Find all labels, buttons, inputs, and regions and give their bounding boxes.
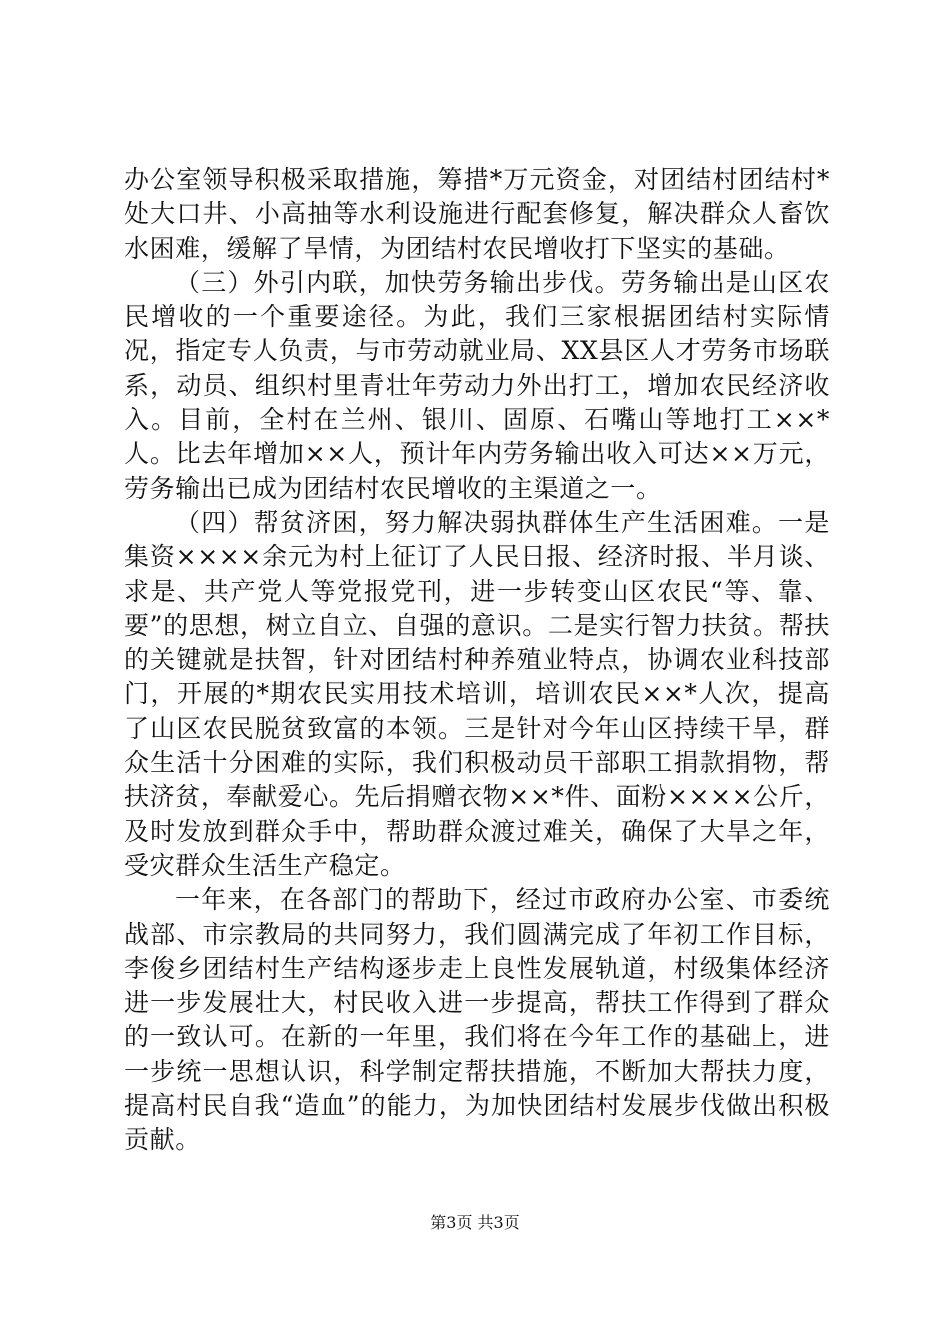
paragraph-section-3: （三）外引内联，加快劳务输出步伐。劳务输出是山区农民增收的一个重要途径。为此，我们三家根据团结村实际情况，指定专人负责，与市劳动就业局、XX县区人才劳务市场联系，动员、组织村里青壮年劳动力外出打工，增加农民经济收入。目前，全村在兰州、银川、固原、石嘴山等地打工××*人。比去年增加××人，预计年内劳务输出收入可达××万元，劳务输出已成为团结村农民增收的主渠道之一。	[124, 267, 830, 503]
paragraph-continued: 办公室领导积极采取措施，筹措*万元资金，对团结村团结村*处大口井、小高抽等水利设施进行配套修复，解决群众人畜饮水困难，缓解了旱情，为团结村农民增收打下坚实的基础。	[124, 165, 830, 263]
page-footer: 第3页 共3页	[430, 1213, 520, 1232]
paragraph-section-4: （四）帮贫济困，努力解决弱执群体生产生活困难。一是集资××××余元为村上征订了人民日报、经济时报、半月谈、求是、共产党人等党报党刊，进一步转变山区农民“等、靠、要”的思想，树立自立、自强的意识。二是实行智力扶贫。帮扶的关键就是扶智，针对团结村种养殖业特点，协调农业科技部门，开展的*期农民实用技术培训，培训农民××*人次，提高了山区农民脱贫致富的本领。三是针对今年山区持续干旱，群众生活十分困难的实际，我们积极动员干部职工捐款捐物，帮扶济贫，奉献爱心。先后捐赠衣物××*件、面粉××××公斤，及时发放到群众手中，帮助群众渡过难关，确保了大旱之年，受灾群众生活生产稳定。	[124, 507, 830, 880]
paragraph-summary: 一年来，在各部门的帮助下，经过市政府办公室、市委统战部、市宗教局的共同努力，我们圆满完成了年初工作目标，李俊乡团结村生产结构逐步走上良性发展轨道，村级集体经济进一步发展壮大，村民收入进一步提高，帮扶工作得到了群众的一致认可。在新的一年里，我们将在今年工作的基础上，进一步统一思想认识，科学制定帮扶措施，不断加大帮扶力度，提高村民自我“造血”的能力，为加快团结村发展步伐做出积极贡献。	[124, 885, 830, 1155]
document-body	[124, 163, 830, 1158]
